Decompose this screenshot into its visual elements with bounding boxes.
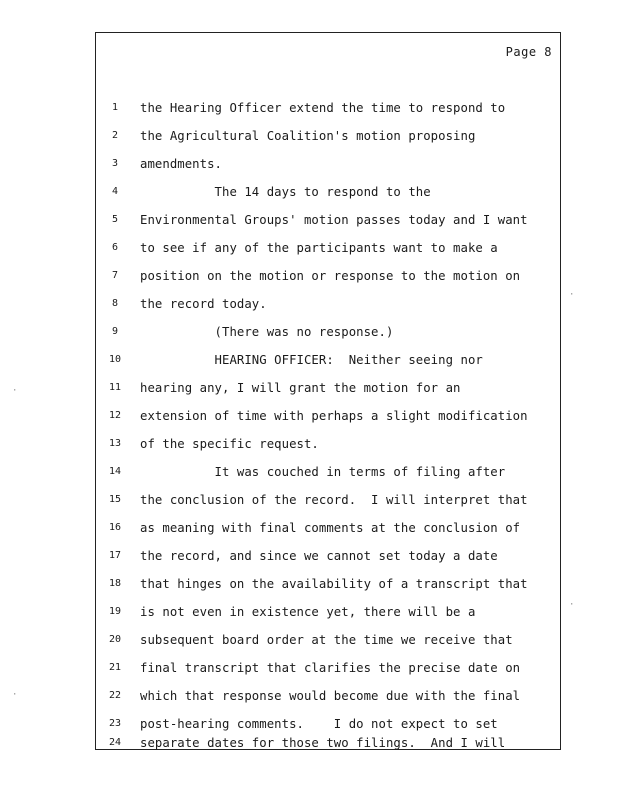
transcript-line xyxy=(96,294,560,314)
line-text: of the specific request. xyxy=(140,437,319,451)
line-text: the conclusion of the record. I will interpret that xyxy=(140,493,528,507)
line-text: position on the motion or response to the motion on xyxy=(140,269,521,283)
line-number: 6 xyxy=(111,242,119,253)
transcript-line xyxy=(96,378,560,398)
line-text: is not even in existence yet, there will be a xyxy=(140,605,476,619)
line-text: subsequent board order at the time we receive that xyxy=(140,633,513,647)
line-number: 15 xyxy=(108,494,122,505)
transcript-line xyxy=(96,733,560,753)
line-number: 18 xyxy=(108,578,122,589)
line-text: It was couched in terms of filing after xyxy=(140,465,506,479)
line-text: separate dates for those two filings. And I will xyxy=(140,736,506,750)
line-text: that hinges on the availability of a transcript that xyxy=(140,577,528,591)
line-text: amendments. xyxy=(140,157,222,171)
line-text: the record, and since we cannot set today a date xyxy=(140,549,498,563)
line-number: 11 xyxy=(108,382,122,393)
line-text: final transcript that clarifies the precise date on xyxy=(140,661,521,675)
line-number: 13 xyxy=(108,438,122,449)
line-number: 16 xyxy=(108,522,122,533)
transcript-line xyxy=(96,490,560,510)
line-number: 24 xyxy=(108,737,122,748)
line-text: extension of time with perhaps a slight modification xyxy=(140,409,528,423)
transcript-line xyxy=(96,630,560,650)
line-number: 20 xyxy=(108,634,122,645)
transcript-line xyxy=(96,126,560,146)
line-text: as meaning with final comments at the conclusion of xyxy=(140,521,521,535)
line-text: the Hearing Officer extend the time to respond to xyxy=(140,101,506,115)
line-number: 14 xyxy=(108,466,122,477)
transcript-line xyxy=(96,210,560,230)
transcript-line xyxy=(96,98,560,118)
transcript-line xyxy=(96,714,560,734)
line-number: 19 xyxy=(108,606,122,617)
line-number: 9 xyxy=(111,326,119,337)
line-number: 5 xyxy=(111,214,119,225)
transcript-line xyxy=(96,182,560,202)
transcript-line xyxy=(96,266,560,286)
margin-mark: · xyxy=(12,690,18,700)
line-number: 2 xyxy=(111,130,119,141)
line-text: HEARING OFFICER: Neither seeing nor xyxy=(140,353,483,367)
line-text: the record today. xyxy=(140,297,267,311)
line-text: (There was no response.) xyxy=(140,325,394,339)
transcript-line xyxy=(96,434,560,454)
transcript-line xyxy=(96,686,560,706)
margin-mark: · xyxy=(12,386,18,396)
line-number: 1 xyxy=(111,102,119,113)
transcript-line xyxy=(96,546,560,566)
line-number: 21 xyxy=(108,662,122,673)
transcript-line xyxy=(96,350,560,370)
line-number: 3 xyxy=(111,158,119,169)
line-text: the Agricultural Coalition's motion proposing xyxy=(140,129,476,143)
line-number: 4 xyxy=(111,186,119,197)
line-number: 8 xyxy=(111,298,119,309)
line-text: post-hearing comments. I do not expect to set xyxy=(140,717,498,731)
line-number: 23 xyxy=(108,718,122,729)
margin-mark: · xyxy=(569,600,575,610)
page-number: Page 8 xyxy=(505,45,552,59)
margin-mark: · xyxy=(569,290,575,300)
transcript-line xyxy=(96,518,560,538)
transcript-line xyxy=(96,322,560,342)
line-text: The 14 days to respond to the xyxy=(140,185,431,199)
line-text: which that response would become due with the final xyxy=(140,689,521,703)
transcript-line xyxy=(96,658,560,678)
transcript-page xyxy=(95,32,561,750)
transcript-line xyxy=(96,602,560,622)
line-number: 12 xyxy=(108,410,122,421)
line-number: 17 xyxy=(108,550,122,561)
transcript-line xyxy=(96,238,560,258)
line-text: to see if any of the participants want to make a xyxy=(140,241,498,255)
line-number: 7 xyxy=(111,270,119,281)
line-text: hearing any, I will grant the motion for an xyxy=(140,381,461,395)
line-number: 22 xyxy=(108,690,122,701)
transcript-line xyxy=(96,462,560,482)
transcript-line xyxy=(96,154,560,174)
transcript-line xyxy=(96,406,560,426)
line-number: 10 xyxy=(108,354,122,365)
transcript-line xyxy=(96,574,560,594)
line-text: Environmental Groups' motion passes today and I want xyxy=(140,213,528,227)
